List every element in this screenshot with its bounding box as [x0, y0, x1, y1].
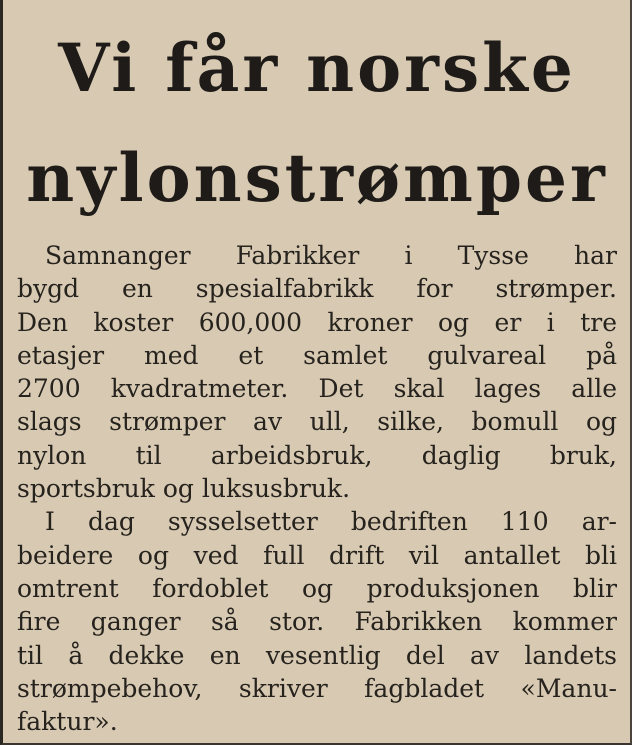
text-line: sportsbruk og luksusbruk. [17, 474, 351, 504]
text-line: I dag sysselsetter bedriften 110 ar- [45, 507, 617, 537]
text-line: nylon til arbeidsbruk, daglig bruk, [17, 440, 617, 470]
text-line: omtrent fordoblet og produksjonen blir [17, 573, 617, 603]
text-line: etasjer med et samlet gulvareal på [17, 340, 617, 370]
text-line: faktur». [17, 707, 118, 737]
headline-line-2: nylonstrømper [26, 139, 608, 217]
text-line: Samnanger Fabrikker i Tysse har [45, 241, 617, 270]
paragraph-1 [17, 239, 617, 505]
text-line: beidere og ved full drift vil antallet bli [17, 540, 617, 570]
text-line: bygd en spesialfabrikk for strømper. [17, 274, 617, 304]
text-line: fire ganger så stor. Fabrikken kommer [17, 607, 617, 637]
paragraph-2 [17, 505, 617, 738]
text-line: Den koster 600,000 kroner og er i tre [17, 307, 617, 337]
headline-line-1: Vi får norske [58, 29, 576, 107]
text-line: slags strømper av ull, silke, bomull og [17, 407, 617, 437]
article-body [17, 239, 617, 738]
text-line: strømpebehov, skriver fagbladet «Manu- [17, 673, 617, 703]
text-line: 2700 kvadratmeter. Det skal lages alle [17, 374, 617, 404]
text-line: til å dekke en vesentlig del av landets [17, 640, 617, 670]
